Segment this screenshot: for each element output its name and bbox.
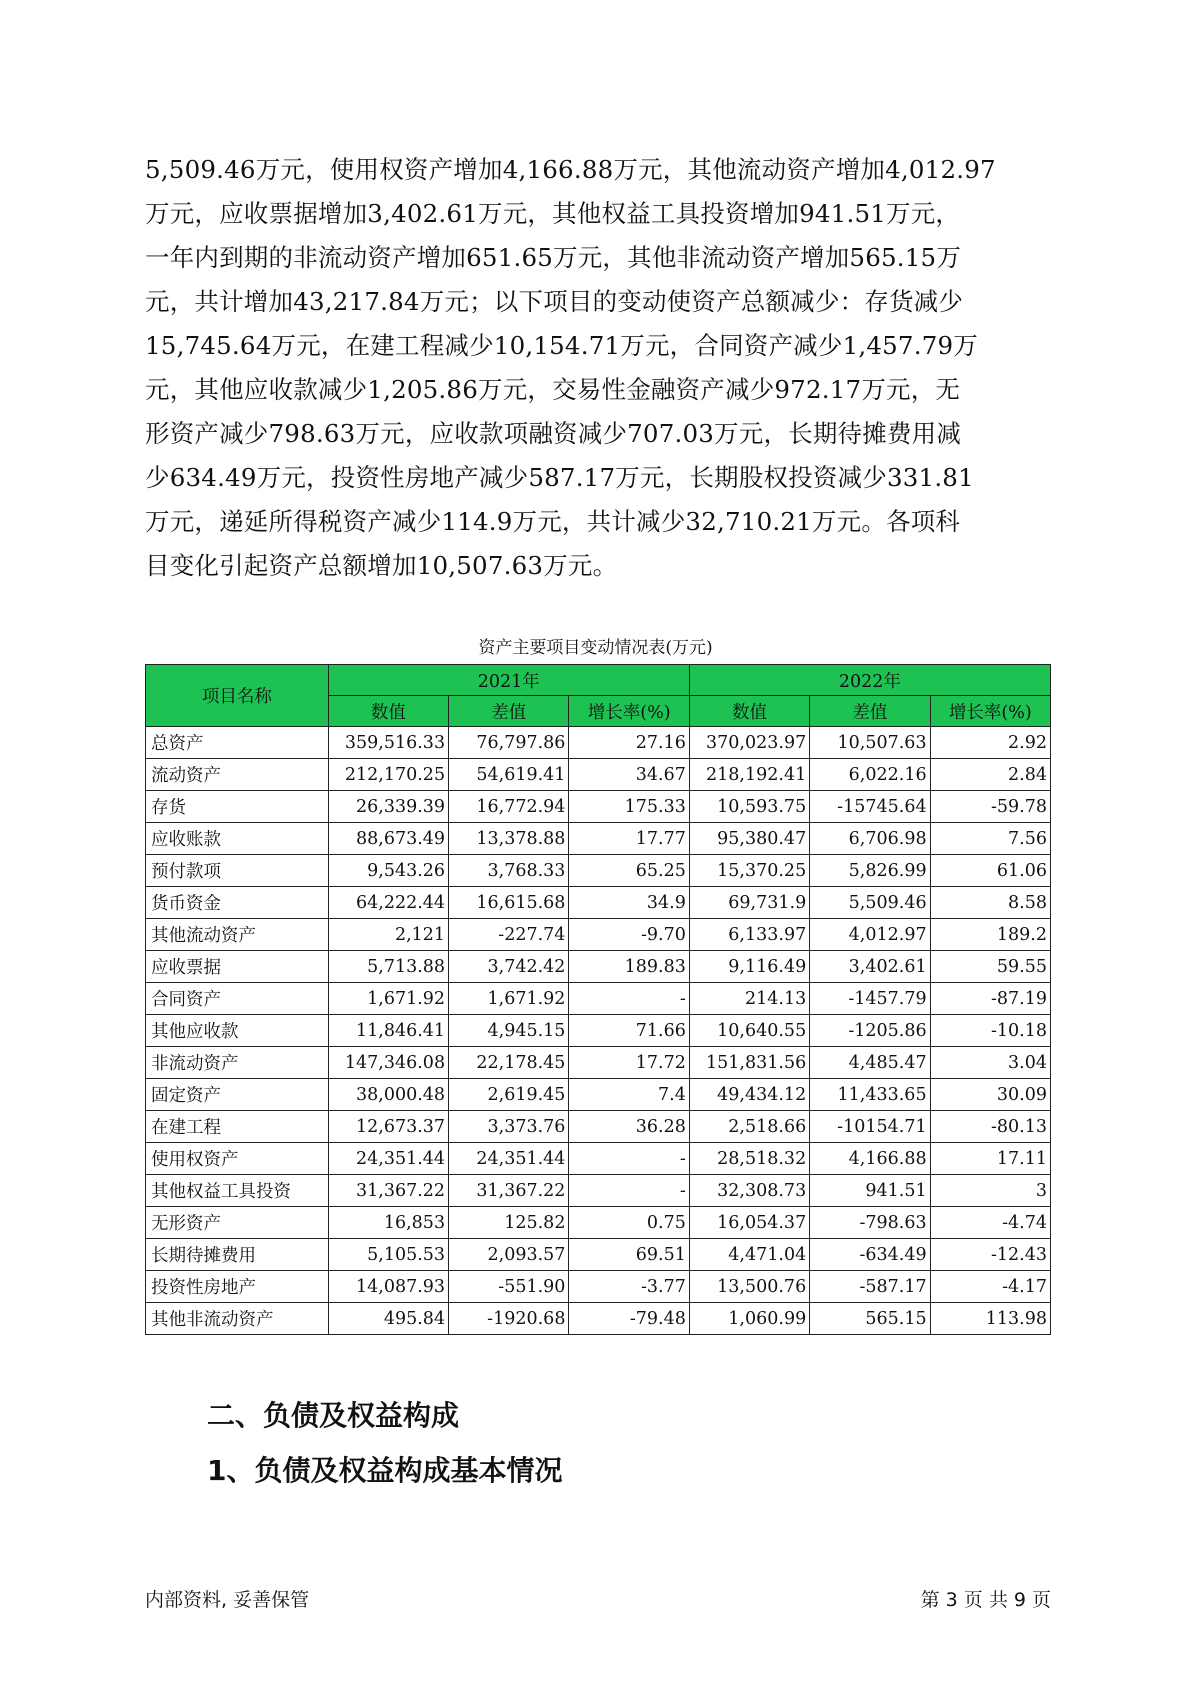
table-cell: 189.83 xyxy=(569,951,689,983)
table-cell: 3 xyxy=(930,1175,1050,1207)
table-cell: 1,060.99 xyxy=(689,1303,809,1335)
table-cell: 13,500.76 xyxy=(689,1271,809,1303)
table-cell: 151,831.56 xyxy=(689,1047,809,1079)
paragraph-line: 万元，递延所得税资产减少114.9万元，共计减少32,710.21万元。各项科 xyxy=(145,507,961,536)
table-cell: 495.84 xyxy=(328,1303,448,1335)
table-cell: 24,351.44 xyxy=(449,1143,569,1175)
table-cell: 11,433.65 xyxy=(810,1079,930,1111)
table-cell: 189.2 xyxy=(930,919,1050,951)
table-cell: 65.25 xyxy=(569,855,689,887)
table-cell: 38,000.48 xyxy=(328,1079,448,1111)
row-item-name: 固定资产 xyxy=(146,1079,329,1111)
table-cell: 8.58 xyxy=(930,887,1050,919)
paragraph-line: 元，其他应收款减少1,205.86万元，交易性金融资产减少972.17万元，无 xyxy=(145,375,961,404)
table-cell: 14,087.93 xyxy=(328,1271,448,1303)
table-cell: 3,373.76 xyxy=(449,1111,569,1143)
paragraph-line: 元，共计增加43,217.84万元；以下项目的变动使资产总额减少：存货减少 xyxy=(145,287,964,316)
table-cell: 16,853 xyxy=(328,1207,448,1239)
row-item-name: 长期待摊费用 xyxy=(146,1239,329,1271)
row-item-name: 预付款项 xyxy=(146,855,329,887)
row-item-name: 应收票据 xyxy=(146,951,329,983)
row-item-name: 总资产 xyxy=(146,727,329,759)
table-cell: 4,945.15 xyxy=(449,1015,569,1047)
table-cell: 113.98 xyxy=(930,1303,1050,1335)
table-cell: 17.72 xyxy=(569,1047,689,1079)
table-cell: 7.56 xyxy=(930,823,1050,855)
table-row xyxy=(146,983,1051,1015)
paragraph-line: 一年内到期的非流动资产增加651.65万元，其他非流动资产增加565.15万 xyxy=(145,243,962,272)
subsection-heading: 1、负债及权益构成基本情况 xyxy=(207,1454,563,1487)
table-cell: 61.06 xyxy=(930,855,1050,887)
section-heading: 二、负债及权益构成 xyxy=(207,1399,460,1432)
header-year-2021: 2021年 xyxy=(328,665,689,696)
table-cell: -227.74 xyxy=(449,919,569,951)
table-cell: 26,339.39 xyxy=(328,791,448,823)
table-cell: 30.09 xyxy=(930,1079,1050,1111)
table-cell: 36.28 xyxy=(569,1111,689,1143)
table-row xyxy=(146,887,1051,919)
paragraph-line: 目变化引起资产总额增加10,507.63万元。 xyxy=(145,551,618,580)
table-cell: 32,308.73 xyxy=(689,1175,809,1207)
header-2021-growth: 增长率(%) xyxy=(569,696,689,727)
table-cell: 941.51 xyxy=(810,1175,930,1207)
table-cell: 17.77 xyxy=(569,823,689,855)
header-2021-value: 数值 xyxy=(328,696,448,727)
table-cell: 71.66 xyxy=(569,1015,689,1047)
table-cell: 76,797.86 xyxy=(449,727,569,759)
row-item-name: 流动资产 xyxy=(146,759,329,791)
row-item-name: 在建工程 xyxy=(146,1111,329,1143)
table-row xyxy=(146,1079,1051,1111)
table-row xyxy=(146,727,1051,759)
table-row xyxy=(146,951,1051,983)
table-cell: -9.70 xyxy=(569,919,689,951)
table-cell: -3.77 xyxy=(569,1271,689,1303)
table-cell: 3,402.61 xyxy=(810,951,930,983)
table-row xyxy=(146,1175,1051,1207)
row-item-name: 应收账款 xyxy=(146,823,329,855)
table-cell: 10,593.75 xyxy=(689,791,809,823)
table-cell: 64,222.44 xyxy=(328,887,448,919)
table-row xyxy=(146,1207,1051,1239)
table-cell: 6,133.97 xyxy=(689,919,809,951)
row-item-name: 合同资产 xyxy=(146,983,329,1015)
table-cell: 69,731.9 xyxy=(689,887,809,919)
table-row xyxy=(146,1015,1051,1047)
header-2022-value: 数值 xyxy=(689,696,809,727)
table-cell: 2.92 xyxy=(930,727,1050,759)
table-cell: -12.43 xyxy=(930,1239,1050,1271)
table-cell: 5,826.99 xyxy=(810,855,930,887)
table-cell: -1205.86 xyxy=(810,1015,930,1047)
table-cell: 4,485.47 xyxy=(810,1047,930,1079)
table-cell: 2.84 xyxy=(930,759,1050,791)
table-cell: 175.33 xyxy=(569,791,689,823)
header-2022-diff: 差值 xyxy=(810,696,930,727)
asset-change-table xyxy=(145,664,1051,1335)
row-item-name: 使用权资产 xyxy=(146,1143,329,1175)
table-row xyxy=(146,1047,1051,1079)
table-cell: -634.49 xyxy=(810,1239,930,1271)
row-item-name: 非流动资产 xyxy=(146,1047,329,1079)
table-cell: 1,671.92 xyxy=(328,983,448,1015)
paragraph-line: 15,745.64万元，在建工程减少10,154.71万元，合同资产减少1,457.79万 xyxy=(145,331,978,360)
table-row xyxy=(146,759,1051,791)
table-cell: - xyxy=(569,1175,689,1207)
table-cell: 2,619.45 xyxy=(449,1079,569,1111)
table-cell: 0.75 xyxy=(569,1207,689,1239)
table-row xyxy=(146,855,1051,887)
table-cell: 16,054.37 xyxy=(689,1207,809,1239)
table-cell: 3.04 xyxy=(930,1047,1050,1079)
table-cell: 5,105.53 xyxy=(328,1239,448,1271)
table-row xyxy=(146,823,1051,855)
table-cell: -4.74 xyxy=(930,1207,1050,1239)
table-cell: 2,121 xyxy=(328,919,448,951)
footer-page-number: 第 3 页 共 9 页 xyxy=(920,1589,1051,1611)
table-cell: -59.78 xyxy=(930,791,1050,823)
table-cell: -1920.68 xyxy=(449,1303,569,1335)
table-cell: -10154.71 xyxy=(810,1111,930,1143)
row-item-name: 货币资金 xyxy=(146,887,329,919)
table-cell: 16,772.94 xyxy=(449,791,569,823)
table-cell: 6,022.16 xyxy=(810,759,930,791)
table-cell: -79.48 xyxy=(569,1303,689,1335)
table-cell: -798.63 xyxy=(810,1207,930,1239)
table-cell: 31,367.22 xyxy=(328,1175,448,1207)
table-cell: -15745.64 xyxy=(810,791,930,823)
table-cell: 11,846.41 xyxy=(328,1015,448,1047)
table-cell: 15,370.25 xyxy=(689,855,809,887)
table-cell: 1,671.92 xyxy=(449,983,569,1015)
table-cell: - xyxy=(569,1143,689,1175)
table-cell: -4.17 xyxy=(930,1271,1050,1303)
table-cell: 34.67 xyxy=(569,759,689,791)
table-caption: 资产主要项目变动情况表(万元) xyxy=(478,638,713,658)
table-cell: 214.13 xyxy=(689,983,809,1015)
table-cell: 5,713.88 xyxy=(328,951,448,983)
table-cell: 3,768.33 xyxy=(449,855,569,887)
table-cell: 2,093.57 xyxy=(449,1239,569,1271)
paragraph-line: 5,509.46万元，使用权资产增加4,166.88万元，其他流动资产增加4,012.97 xyxy=(145,155,996,184)
table-cell: 13,378.88 xyxy=(449,823,569,855)
table-cell: 5,509.46 xyxy=(810,887,930,919)
table-cell: 4,012.97 xyxy=(810,919,930,951)
table-cell: 147,346.08 xyxy=(328,1047,448,1079)
table-cell: 12,673.37 xyxy=(328,1111,448,1143)
table-cell: -80.13 xyxy=(930,1111,1050,1143)
table-cell: -87.19 xyxy=(930,983,1050,1015)
row-item-name: 其他权益工具投资 xyxy=(146,1175,329,1207)
table-cell: 24,351.44 xyxy=(328,1143,448,1175)
table-cell: -551.90 xyxy=(449,1271,569,1303)
row-item-name: 其他非流动资产 xyxy=(146,1303,329,1335)
table-cell: - xyxy=(569,983,689,1015)
table-cell: 359,516.33 xyxy=(328,727,448,759)
table-cell: 10,507.63 xyxy=(810,727,930,759)
table-cell: 28,518.32 xyxy=(689,1143,809,1175)
body-paragraph xyxy=(145,148,1050,588)
paragraph-line: 形资产减少798.63万元，应收款项融资减少707.03万元，长期待摊费用减 xyxy=(145,419,962,448)
table-cell: 4,471.04 xyxy=(689,1239,809,1271)
table-cell: 370,023.97 xyxy=(689,727,809,759)
table-row xyxy=(146,1271,1051,1303)
header-2021-diff: 差值 xyxy=(449,696,569,727)
header-2022-growth: 增长率(%) xyxy=(930,696,1050,727)
table-row xyxy=(146,1239,1051,1271)
row-item-name: 无形资产 xyxy=(146,1207,329,1239)
header-item-name: 项目名称 xyxy=(146,665,329,727)
table-cell: 88,673.49 xyxy=(328,823,448,855)
table-cell: 16,615.68 xyxy=(449,887,569,919)
table-cell: -10.18 xyxy=(930,1015,1050,1047)
row-item-name: 其他应收款 xyxy=(146,1015,329,1047)
row-item-name: 其他流动资产 xyxy=(146,919,329,951)
table-row xyxy=(146,1303,1051,1335)
table-cell: 9,543.26 xyxy=(328,855,448,887)
table-cell: 565.15 xyxy=(810,1303,930,1335)
table-cell: 212,170.25 xyxy=(328,759,448,791)
footer-confidential-note: 内部资料, 妥善保管 xyxy=(145,1589,310,1611)
table-cell: 22,178.45 xyxy=(449,1047,569,1079)
table-cell: 4,166.88 xyxy=(810,1143,930,1175)
table-cell: 49,434.12 xyxy=(689,1079,809,1111)
table-cell: 6,706.98 xyxy=(810,823,930,855)
table-cell: 31,367.22 xyxy=(449,1175,569,1207)
paragraph-line: 少634.49万元，投资性房地产减少587.17万元，长期股权投资减少331.81 xyxy=(145,463,974,492)
header-year-2022: 2022年 xyxy=(689,665,1050,696)
table-cell: 9,116.49 xyxy=(689,951,809,983)
table-cell: 54,619.41 xyxy=(449,759,569,791)
table-cell: -587.17 xyxy=(810,1271,930,1303)
table-cell: -1457.79 xyxy=(810,983,930,1015)
row-item-name: 存货 xyxy=(146,791,329,823)
table-row xyxy=(146,1111,1051,1143)
table-cell: 10,640.55 xyxy=(689,1015,809,1047)
table-cell: 27.16 xyxy=(569,727,689,759)
paragraph-line: 万元，应收票据增加3,402.61万元，其他权益工具投资增加941.51万元， xyxy=(145,199,961,228)
table-row xyxy=(146,919,1051,951)
table-cell: 7.4 xyxy=(569,1079,689,1111)
table-cell: 59.55 xyxy=(930,951,1050,983)
table-row xyxy=(146,791,1051,823)
table-cell: 218,192.41 xyxy=(689,759,809,791)
row-item-name: 投资性房地产 xyxy=(146,1271,329,1303)
table-cell: 3,742.42 xyxy=(449,951,569,983)
table-cell: 2,518.66 xyxy=(689,1111,809,1143)
table-cell: 34.9 xyxy=(569,887,689,919)
table-cell: 17.11 xyxy=(930,1143,1050,1175)
table-cell: 69.51 xyxy=(569,1239,689,1271)
table-cell: 125.82 xyxy=(449,1207,569,1239)
table-row xyxy=(146,1143,1051,1175)
table-cell: 95,380.47 xyxy=(689,823,809,855)
